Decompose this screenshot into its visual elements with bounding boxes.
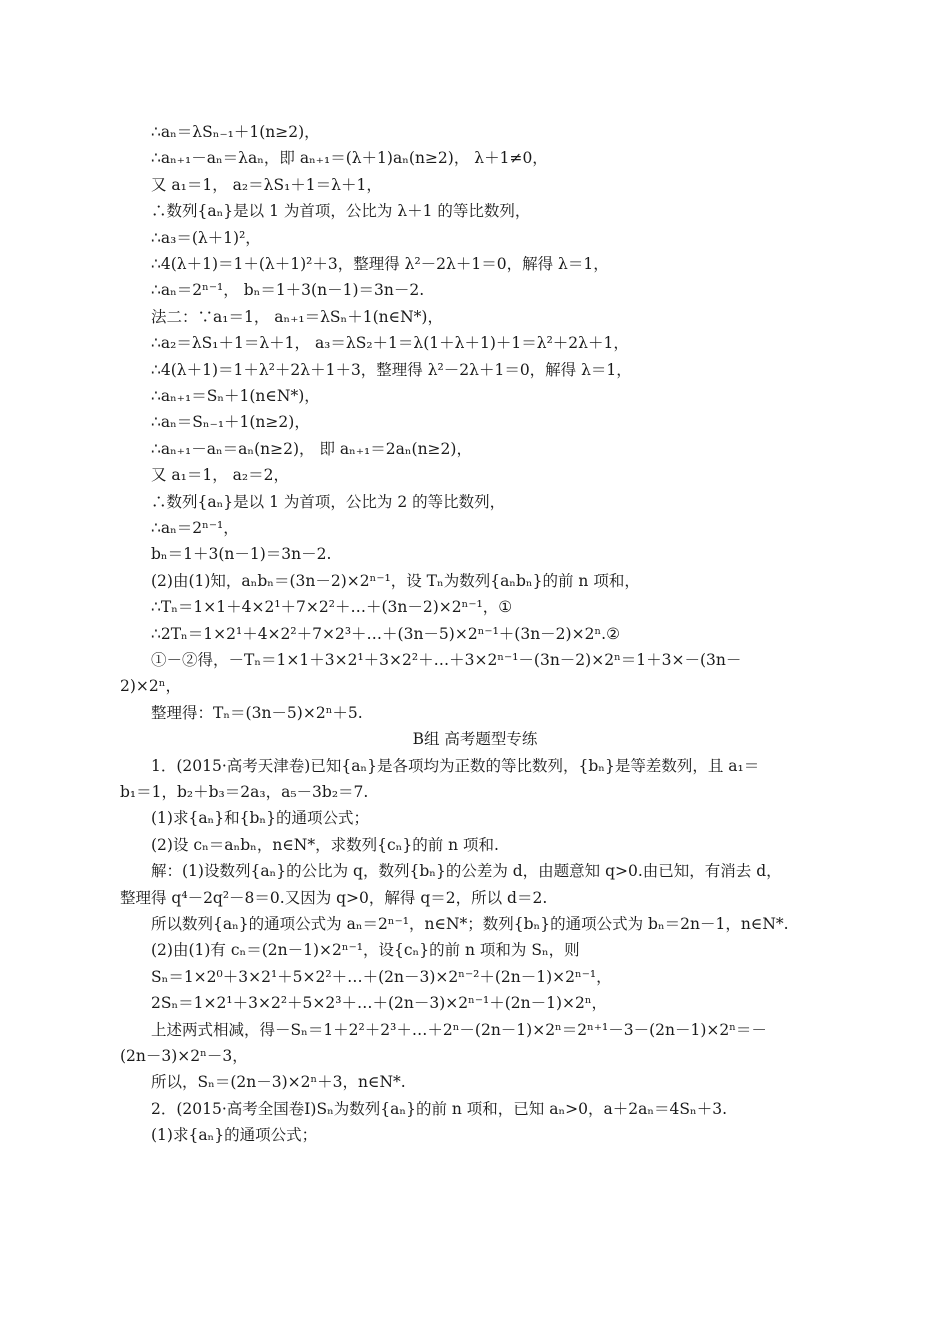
text-line: ∴a₃＝(λ＋1)²， — [151, 228, 261, 247]
text-line: ∴aₙ＝2ⁿ⁻¹， bₙ＝1＋3(n－1)＝3n－2. — [151, 281, 425, 300]
text-line: ∴aₙ₊₁－aₙ＝λaₙ，即 aₙ₊₁＝(λ＋1)aₙ(n≥2)， λ＋1≠0， — [151, 149, 548, 168]
text-line: (1)求{aₙ}的通项公式； — [151, 1126, 318, 1145]
text-line: 上述两式相减，得－Sₙ＝1＋2²＋2³＋…＋2ⁿ－(2n－1)×2ⁿ＝2ⁿ⁺¹－3－(2n－1)×2ⁿ＝－ — [151, 1020, 767, 1039]
text-line: 整理得：Tₙ＝(3n－5)×2ⁿ＋5. — [151, 703, 363, 722]
text-line: 所以，Sₙ＝(2n－3)×2ⁿ＋3，n∈N*. — [151, 1073, 406, 1092]
text-line: ∴4(λ＋1)＝1＋λ²＋2λ＋1＋3，整理得 λ²－2λ＋1＝0，解得 λ＝1， — [151, 360, 632, 379]
text-line: (2)由(1)有 cₙ＝(2n－1)×2ⁿ⁻¹，设{cₙ}的前 n 项和为 Sₙ，则 — [151, 941, 580, 960]
text-line: (2)由(1)知，aₙbₙ＝(3n－2)×2ⁿ⁻¹，设 Tₙ为数列{aₙbₙ}的前 n 项和， — [151, 571, 640, 590]
text-line: ∴aₙ₊₁－aₙ＝aₙ(n≥2)， 即 aₙ₊₁＝2aₙ(n≥2)， — [151, 439, 472, 458]
text-line: 所以数列{aₙ}的通项公式为 aₙ＝2ⁿ⁻¹，n∈N*；数列{bₙ}的通项公式为 bₙ＝2n－1，n∈N*. — [151, 915, 789, 933]
section-heading: B组 高考题型专练 — [412, 730, 538, 749]
text-line: (1)求{aₙ}和{bₙ}的通项公式； — [151, 809, 369, 828]
text-line: 又 a₁＝1， a₂＝λS₁＋1＝λ＋1， — [151, 175, 382, 194]
text-line: ∴数列{aₙ}是以 1 为首项，公比为 2 的等比数列， — [151, 492, 506, 511]
text-line: b₁＝1，b₂＋b₃＝2a₃，a₅－3b₂＝7. — [120, 783, 369, 801]
text-line: ∴2Tₙ＝1×2¹＋4×2²＋7×2³＋…＋(3n－5)×2ⁿ⁻¹＋(3n－2)×2ⁿ.② — [151, 624, 620, 643]
text-line: 2)×2ⁿ， — [120, 677, 181, 696]
text-line: ①－②得，－Tₙ＝1×1＋3×2¹＋3×2²＋…＋3×2ⁿ⁻¹－(3n－2)×2ⁿ＝1＋3×－(3n－ — [151, 651, 742, 669]
text-line: ∴aₙ＝λSₙ₋₁＋1(n≥2)， — [151, 123, 320, 141]
text-line: 解：(1)设数列{aₙ}的公比为 q，数列{bₙ}的公差为 d，由题意知 q>0.由已知，有消去 d， — [151, 862, 782, 881]
text-line: 1．(2015·高考天津卷)已知{aₙ}是各项均为正数的等比数列，{bₙ}是等差数列，且 a₁＝ — [151, 756, 760, 775]
text-line: ∴Tₙ＝1×1＋4×2¹＋7×2²＋…＋(3n－2)×2ⁿ⁻¹，① — [151, 598, 513, 617]
text-line: (2n－3)×2ⁿ－3， — [120, 1047, 248, 1065]
text-line: 又 a₁＝1， a₂＝2， — [151, 466, 289, 485]
text-line: bₙ＝1＋3(n－1)＝3n－2. — [151, 545, 332, 564]
text-line: ∴aₙ₊₁＝Sₙ＋1(n∈N*)， — [151, 387, 320, 405]
text-line: 法二：∵a₁＝1， aₙ₊₁＝λSₙ＋1(n∈N*)， — [151, 307, 443, 326]
text-line: ∴aₙ＝2ⁿ⁻¹， — [151, 519, 239, 537]
text-line: ∴4(λ＋1)＝1＋(λ＋1)²＋3，整理得 λ²－2λ＋1＝0，解得 λ＝1， — [151, 255, 609, 273]
text-line: ∴数列{aₙ}是以 1 为首项，公比为 λ＋1 的等比数列， — [151, 202, 531, 221]
text-line: 2Sₙ＝1×2¹＋3×2²＋5×2³＋…＋(2n－3)×2ⁿ⁻¹＋(2n－1)×2ⁿ， — [151, 994, 608, 1013]
text-line: 整理得 q⁴－2q²－8＝0.又因为 q>0，解得 q＝2，所以 d＝2. — [120, 888, 548, 907]
text-line: 2．(2015·高考全国卷Ⅰ)Sₙ为数列{aₙ}的前 n 项和，已知 aₙ>0，a＋2aₙ＝4Sₙ＋3. — [151, 1099, 728, 1118]
text-line: (2)设 cₙ＝aₙbₙ，n∈N*，求数列{cₙ}的前 n 项和. — [151, 835, 499, 854]
text-line: Sₙ＝1×2⁰＋3×2¹＋5×2²＋…＋(2n－3)×2ⁿ⁻²＋(2n－1)×2ⁿ⁻¹， — [151, 967, 612, 986]
text-line: ∴aₙ＝Sₙ₋₁＋1(n≥2)， — [151, 413, 310, 432]
text-line: ∴a₂＝λS₁＋1＝λ＋1， a₃＝λS₂＋1＝λ(1＋λ＋1)＋1＝λ²＋2λ＋1， — [151, 334, 629, 353]
